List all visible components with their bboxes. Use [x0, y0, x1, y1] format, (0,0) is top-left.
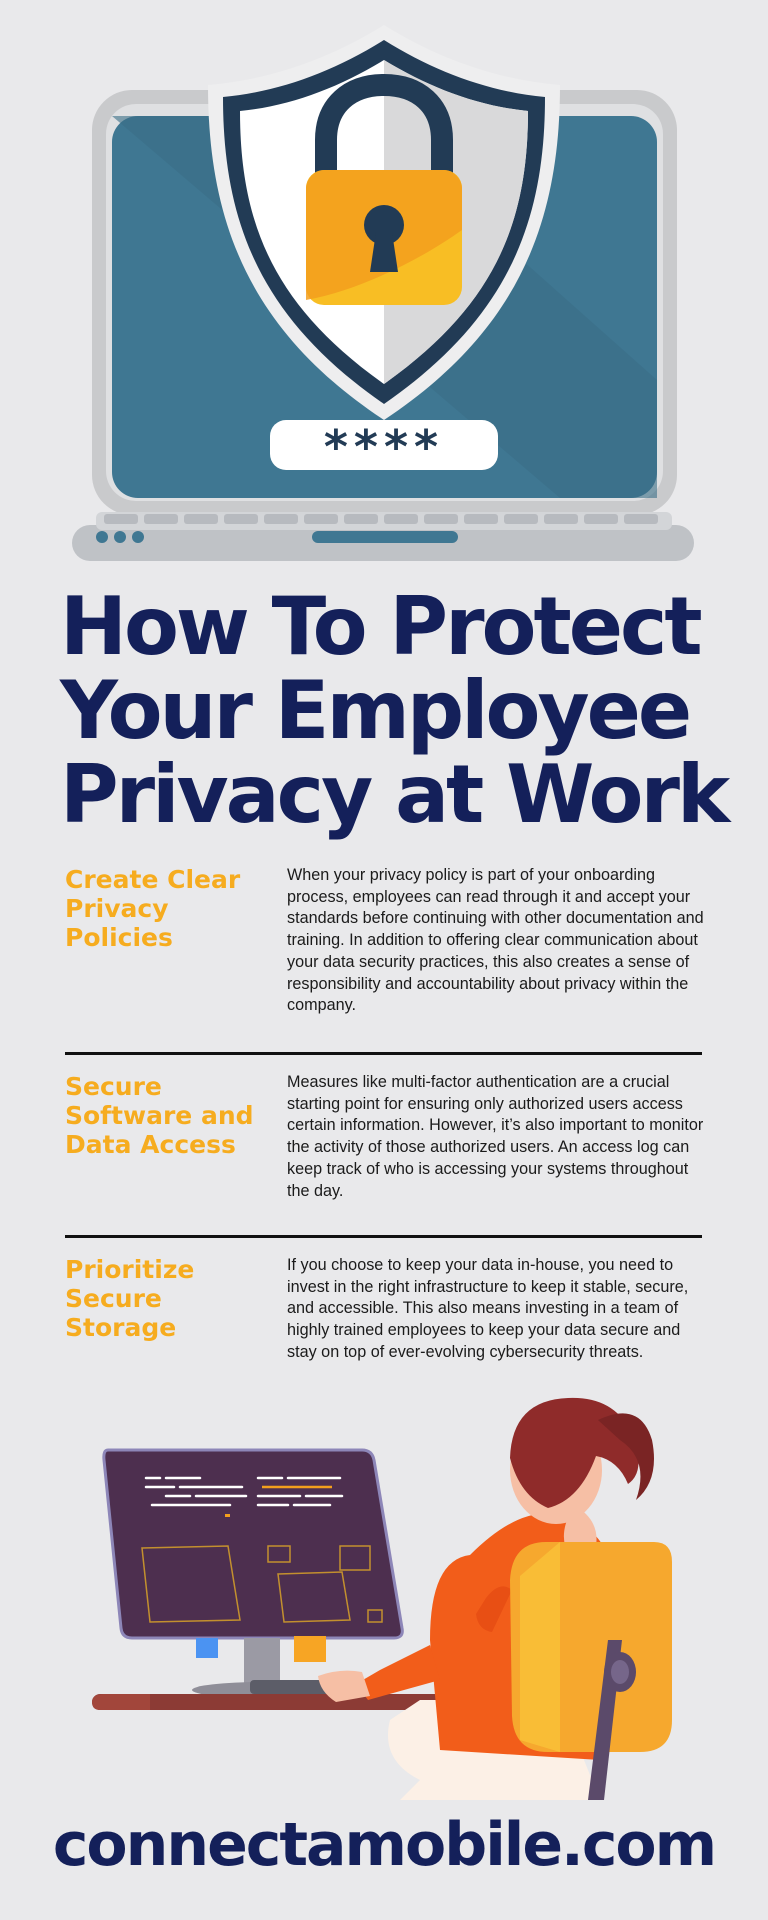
laptop-shield-lock-illustration — [0, 0, 768, 570]
monitor-icon — [104, 1450, 403, 1698]
website-url: connectamobile.com — [52, 1810, 716, 1880]
section-body: When your privacy policy is part of your onboarding process, employees can read through it and accept your standards before continuing with other documentation and training. In addition to offering clear communication about your data security practices, this also creates a sense of responsibility and accountability about privacy within the company. — [287, 866, 704, 1015]
page-title — [60, 580, 740, 841]
section-heading: Secure Software and Data Access — [65, 1072, 254, 1159]
title-line-3: Privacy at Work — [60, 748, 728, 841]
person-at-computer-illustration — [0, 1395, 768, 1805]
section-divider — [65, 1052, 702, 1055]
trackpad — [312, 531, 458, 543]
section-divider — [65, 1235, 702, 1238]
title-line-2: Your Employee — [60, 664, 690, 757]
title-line-1: How To Protect — [60, 580, 700, 673]
section-heading: Create Clear Privacy Policies — [65, 865, 241, 952]
section-heading: Prioritize Secure Storage — [65, 1255, 195, 1342]
section-body: Measures like multi-factor authentication are a crucial starting point for ensuring only authorized users access certain information. However, it’s also important to monitor the activity of those authorized users. An access log can keep track of who is accessing your systems throughout the day. — [287, 1073, 704, 1200]
password-mask: **** — [323, 420, 445, 474]
section-body: If you choose to keep your data in-house, you need to invest in the right infrastructure to keep it stable, secure, and accessible. This also means investing in a team of highly trained employees to keep your data secure and stay on top of ever-evolving cybersecurity threats. — [287, 1256, 689, 1361]
